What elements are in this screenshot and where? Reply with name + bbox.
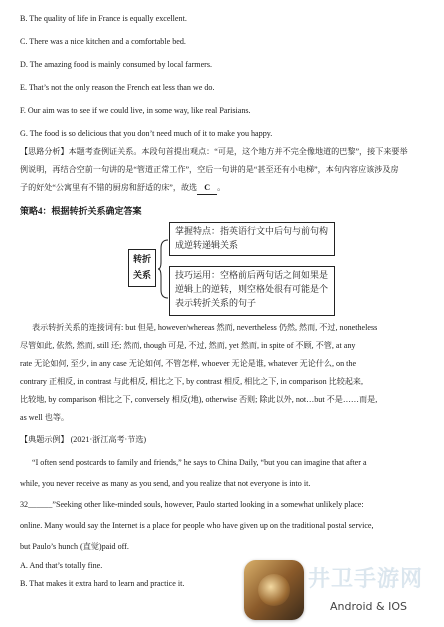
connectors-line-2: 尽管如此, 依然, 然而, still 还; 然而, though 可是, 不过, 然而, yet 然而, in spite of 不顾, 不管, at any bbox=[20, 341, 356, 350]
passage-line-1: “I often send postcards to family and friends,” he says to China Daily, “but you can imagine that after a bbox=[32, 458, 367, 467]
diagram-leaf-feature: 掌握特点：指英语行文中后句与前句构成逆转递辑关系 bbox=[169, 222, 335, 256]
analysis-line-3 bbox=[20, 182, 428, 195]
diagram-brace bbox=[157, 238, 169, 300]
analysis-line-2: 例说明，再结合空前一句讲的是“管道正常工作”，空后一句讲的是“甚至还有小电梯”，本句内容应该涉及房 bbox=[20, 165, 399, 174]
watermark-logo-icon bbox=[244, 560, 304, 620]
option-a-bottom: A. And that’s totally fine. bbox=[20, 561, 103, 570]
passage-line-2: while, you never receive as many as you send, and you realize that not everyone is into it. bbox=[20, 479, 311, 488]
analysis-line-1: 【思路分析】本题考查例证关系。本段句首提出观点：“可是，这个地方并不完全像地道的巴黎”，接下来要举 bbox=[20, 147, 408, 156]
option-e: E. That’s not the only reason the French eat less than we do. bbox=[20, 83, 215, 92]
diagram-leaf-technique: 技巧运用：空格前后两句话之间如果是逆辑上的逆转，则空格处很有可能是个表示转折关系的句子 bbox=[169, 266, 335, 316]
option-b: B. The quality of life in France is equally excellent. bbox=[20, 14, 187, 23]
analysis-line-3-text: 子的好处“公寓里有不错的厨房和舒适的床”，故选 bbox=[20, 183, 198, 192]
diagram-root-node: 转折关系 bbox=[128, 249, 156, 287]
option-c: C. There was a nice kitchen and a comfortable bed. bbox=[20, 37, 186, 46]
answer-blank: C bbox=[197, 182, 217, 195]
watermark-brand: 井卫手游网 bbox=[308, 567, 424, 592]
example-title: 【典题示例】 (2021·浙江高考·节选) bbox=[20, 435, 147, 444]
passage-line-5: but Paulo’s hunch (直觉)paid off. bbox=[20, 542, 129, 551]
connectors-line-1: 表示转折关系的连接词有: but 但是, however/whereas 然而, nevertheless 仍然, 然而, 不过, nonetheless bbox=[32, 323, 378, 332]
option-f: F. Our aim was to see if we could live, in some way, like real Parisians. bbox=[20, 106, 251, 115]
option-g: G. The food is so delicious that you don’t need much of it to make you happy. bbox=[20, 129, 273, 138]
analysis-line-3-end: 。 bbox=[217, 183, 226, 192]
connectors-line-4: contrary 正相反, in contrast 与此相反, 相比之下, by contrast 相反, 相比之下, in comparison 比较起来, bbox=[20, 377, 364, 386]
connectors-line-5: 比较地, by comparison 相比之下, conversely 相反(地), otherwise 否则; 除此以外, not…but 不是……而是, bbox=[20, 395, 378, 404]
strategy-title: 策略4：根据转折关系确定答案 bbox=[20, 206, 142, 216]
passage-line-4: online. Many would say the Internet is a place for people who have given up on the traditional postal service, bbox=[20, 521, 374, 530]
connectors-line-6: as well 也等。 bbox=[20, 413, 70, 422]
option-d: D. The amazing food is mainly consumed by local farmers. bbox=[20, 60, 213, 69]
watermark-platform: Android & IOS bbox=[330, 600, 407, 613]
passage-line-3: 32______”Seeking other like-minded souls, however, Paulo started looking in a somewhat unlikely place: bbox=[20, 500, 364, 509]
option-b-bottom: B. That makes it extra hard to learn and practice it. bbox=[20, 579, 185, 588]
connectors-line-3: rate 无论如何, 至少, in any case 无论如何, 不管怎样, whoever 无论是谁, whatever 无论什么, on the bbox=[20, 359, 357, 368]
